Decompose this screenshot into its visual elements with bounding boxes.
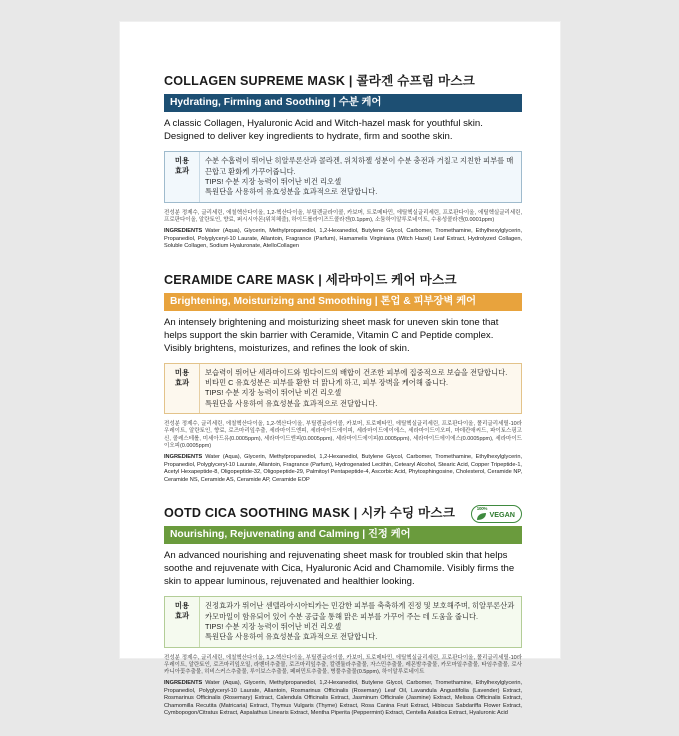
korean-full-ingredients: 전성분 정제수, 글리세린, 에칠헥산다이올, 1,2-헥산다이올, 부틸렌글라이콜, 카보머, 트로메타민, 에틸헥실글리세린, 프로판다이올, 폴리글리세릴-10라우레이트, 알란토인, 로즈마리잎오일, 라벤더추출물, 로즈마리잎추출, 칼렌듈라추출물, 자스민추출물, 레몬밤추출물, 카모마일추출물, 타임추출물, 로사카니아꽃추출물, 히비스커스추출물, 루이보스추출물, 페퍼민트추출물, 병풀추출물(0.5ppm), 하이알루로네이트 [164, 654, 522, 676]
korean-benefit-tip: TIPS! 수분 지장 능력이 뛰어난 비건 리오셀 특원단을 사용하여 유효성분을 효과적으로 전달합니다. [205, 621, 378, 642]
ingredients-label: INGREDIENTS [164, 680, 203, 687]
korean-benefit-text [200, 597, 521, 646]
korean-benefit-label-line1: 미용 [174, 601, 190, 611]
korean-benefit-tip: TIPS! 수분 지장 능력이 뛰어난 비건 리오셀 특원단을 사용하여 유효성분을 효과적으로 전달합니다. [205, 388, 378, 408]
ingredients-block [164, 454, 522, 484]
vegan-badge [471, 505, 522, 522]
section-title [164, 502, 455, 521]
leaf-icon [476, 507, 487, 520]
section-collagen-supreme-mask [164, 70, 522, 251]
korean-benefit-label-line1: 미용 [174, 367, 190, 377]
ingredients-block [164, 680, 522, 717]
korean-benefit-label [165, 152, 200, 201]
section-title-separator: | [345, 74, 357, 88]
product-insert-page [120, 22, 560, 717]
section-title [164, 70, 475, 89]
korean-benefit-label-line2: 효과 [174, 377, 190, 387]
korean-benefit-label-line1: 미용 [174, 156, 190, 166]
section-title [164, 269, 457, 288]
section-title-en: COLLAGEN SUPREME MASK [164, 74, 346, 88]
korean-benefit-text [200, 152, 521, 201]
korean-benefit-label [165, 364, 200, 413]
korean-benefit-label-line2: 효과 [174, 166, 190, 176]
section-description: An intensely brightening and moisturizing sheet mask for uneven skin tone that helps support the skin barrier with Ceramide, Vitamin C and Peptide complex. Visibly brightens, moisturizes, and refines the look of skin. [164, 316, 499, 354]
vegan-badge-top: 100% [476, 506, 488, 512]
korean-benefit-box [164, 363, 522, 414]
korean-full-ingredients: 전성분 정제수, 글리세린, 에칠헥산다이올, 1,2-헥산다이올, 부틸렌글라이콜, 카보머, 트로메타민, 에틸헥실글리세린, 프로판다이올, 에틸헥실글리세린, 프로판다이올, 알란토인, 향료, 퍼시시아몬(위치헤즐), 하이드롤라이즈드콜라겐(0.1ppm), 소듐하이알루로네이트, 수용성콜라겐(0.0001ppm) [164, 209, 522, 223]
ingredients-list: Water (Aqua), Glycerin, Methylpropanediol, 1,2-Hexanediol, Butylene Glycol, Carbomer, Tromethamine, Ethylhexylglycerin, Propanediol, Polyglyceryl-10 Laurate, Allantoin, Rosmarinus Officinalis (Rosemary) Leaf Oil, Lavandula Angustifolia (Lavender) Extract, Rosmarinus Officinalis (Rosemary) Extract, Calendula Officinalis Extract, Jasminum Officinale (Jasmine) Extract, Melissa Officinalis Extract, Chamomilla Recutita (Matricaria) Extract, Thymus Vulgaris (Thyme) Extract, Rosa Canina Fruit Extract, Hibiscus Sabdariffa Flower Extract, Cymbopogon/Citratus Extract, Aspalathus Linearis Extract, Mentha Piperita (Peppermint) Extract, Centella Asiatica Extract, Hyaluronic Acid [164, 680, 522, 717]
section-title-separator: | [314, 272, 326, 287]
vegan-badge-label: VEGAN [489, 509, 515, 519]
korean-benefit-box [164, 151, 522, 202]
section-title-row [164, 502, 522, 526]
section-title-en: OOTD CICA SOOTHING MASK [164, 506, 351, 521]
korean-benefit-body: 진정효과가 뛰어난 센텔라아시아티카는 민감한 피부를 축축하게 진정 및 보호해주며, 히알루론산과 카모마일이 함유되어 있어 수분 공급을 통해 맑은 피부를 가꾸어 주는 데 도움을 줍니다. [205, 601, 515, 621]
ingredients-label: INGREDIENTS [164, 454, 203, 461]
section-band: Hydrating, Firming and Soothing | 수분 케어 [164, 94, 522, 112]
korean-benefit-text [200, 364, 521, 413]
section-band: Nourishing, Rejuvenating and Calming | 진정 케어 [164, 526, 522, 544]
section-band: Brightening, Moisturizing and Smoothing | 톤업 & 피부장벽 케어 [164, 293, 522, 311]
section-title-ko: 시카 수딩 마스크 [361, 506, 456, 521]
section-title-ko: 세라마이드 케어 마스크 [325, 272, 457, 287]
ingredients-label: INGREDIENTS [164, 228, 203, 235]
section-title-en: CERAMIDE CARE MASK [164, 272, 315, 287]
korean-benefit-label [165, 597, 200, 646]
korean-benefit-body: 수분 수홉력이 뛰어난 히알루론산과 콜라겐, 위치하젤 성분이 수분 충전과 거칠고 지친한 피부를 매끈합고 환화케 가꾸어줍니다. [205, 156, 514, 176]
section-description: An advanced nourishing and rejuvenating sheet mask for troubled skin that helps soothe and rejuvenate with Cica, Hyaluronic Acid and Chamomile. Visibly firms the skin to appear luminous, rejuvenated and healthier looking. [164, 550, 515, 588]
korean-benefit-box [164, 596, 522, 647]
ingredients-list: Water (Aqua), Glycerin, Methylpropanediol, 1,2-Hexanediol, Butylene Glycol, Carbomer, Tromethamine, Ethylhexylglycerin, Propanediol, Polyglyceryl-10 Laurate, Allantoin, Fragrance (Parfum), Hydrogenated Lecithin, Cetearyl Alcohol, Stearic Acid, Copper Tripeptide-1, Acetyl Hexapeptide-8, Oligopeptide-32, Oligopeptide-29, Palmitoyl Pentapeptide-4, Ascorbic Acid, Phytosphingosine, Cholesterol, Ceramide NP, Ceramide NS, Ceramide AS, Ceramide AP, Ceramide EOP [164, 454, 522, 483]
korean-benefit-label-line2: 효과 [174, 611, 190, 621]
korean-benefit-body: 보습력이 뛰어난 세라마이드와 빔다이드의 배합이 건조한 피부에 집중적으로 보습을 전달합니다. 비타민 C 유효성분은 피부를 환한 더 맑나게 하고, 피부 장벽을 케어해 줍니다. [205, 367, 508, 388]
section-title-row [164, 70, 522, 94]
section-title-ko: 콜라겐 슈프림 마스크 [356, 74, 476, 88]
section-ceramide-care-mask [164, 269, 522, 485]
insert-content [164, 70, 522, 736]
section-description: A classic Collagen, Hyaluronic Acid and Witch-hazel mask for youthful skin. Designed to deliver key ingredients to hydrate, firm and soothe skin. [164, 118, 483, 143]
korean-benefit-tip: TIPS! 수분 지장 능력이 뛰어난 비건 리오셀 특원단을 사용하여 유효성분을 효과적으로 전달합니다. [205, 176, 378, 197]
section-title-row [164, 269, 522, 293]
section-title-separator: | [350, 506, 362, 521]
ingredients-block [164, 228, 522, 250]
ingredients-list: Water (Aqua), Glycerin, Methylpropanediol, 1,2-Hexanediol, Butylene Glycol, Carbomer, Tromethamine, Ethylhexylglycerin, Propanediol, Polyglyceryl-10 Laurate, Allantoin, Fragrance (Parfum), Hamamelis Virginiana (Witch Hazel) Leaf Extract, Hydrolyzed Collagen, Soluble Collagen, Sodium Hyaluronate, AtelloCollagen [164, 228, 522, 250]
leaf-glyph [476, 512, 487, 521]
korean-full-ingredients: 전성분 정제수, 글리세린, 에칠헥산다이올, 1,2-헥산다이올, 부틸렌글라이콜, 카보머, 트로메타민, 에틸헥실글리세린, 프로판다이올, 폴리글리세릴-10라우레이트, 알란토인, 향료, 로즈마리잎추출, 세라마이드엔피, 세라마이드에이피, 세라마이드에이에스, 세라마이드이오피, 마데칸애씨드, 파이토스핑고신, 콜레스테롤, 미세아드유(0.0005ppm), 세라마이드엔피(0.0005ppm), 세라마이드에이피(0.0005ppm), 세라마이드에이에스(0.0005ppm), 세라마이드이오피(0.0005ppm) [164, 421, 522, 449]
section-ootd-cica-soothing-mask [164, 502, 522, 718]
